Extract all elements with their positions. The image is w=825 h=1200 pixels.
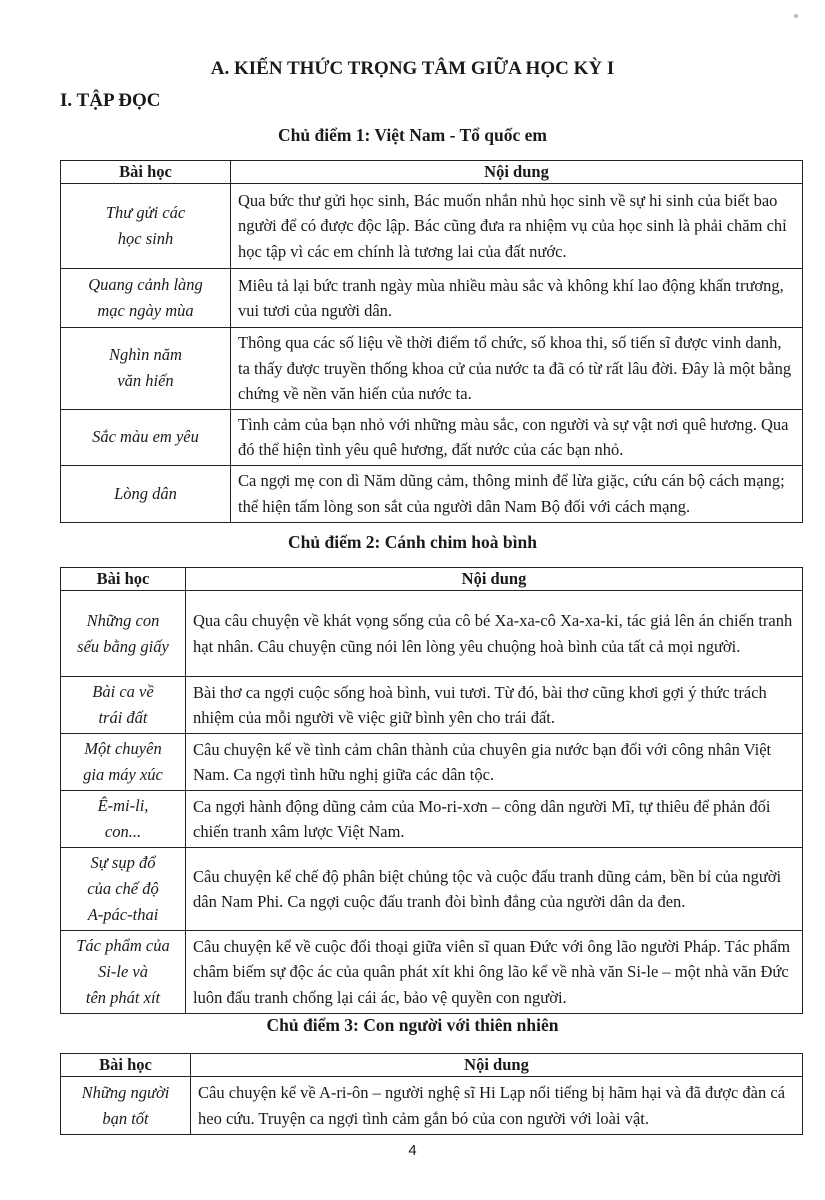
lesson-summary: Tình cảm của bạn nhỏ với những màu sắc, con người và sự vật nơi quê hương. Qua đó thể hiện tình yêu quê hương, đất nước của các bạn nhỏ. bbox=[231, 409, 803, 465]
lesson-summary: Câu chuyện kể chế độ phân biệt chủng tộc và cuộc đấu tranh dũng cảm, bền bỉ của người dân Nam Phi. Ca ngợi cuộc đấu tranh đòi bình đẳng của người dân da đen. bbox=[186, 848, 803, 931]
page-number: 4 bbox=[408, 1142, 417, 1159]
topic-title-2: Chủ điểm 2: Cánh chim hoà bình bbox=[288, 532, 537, 552]
topic-title-1: Chủ điểm 1: Việt Nam - Tổ quốc em bbox=[278, 125, 547, 145]
table-row bbox=[61, 184, 803, 269]
lesson-title: Lòng dân bbox=[61, 465, 231, 522]
column-header-lesson: Bài học bbox=[61, 161, 231, 184]
lesson-title: Sự sụp đổ của chế độ A-pác-thai bbox=[61, 848, 186, 931]
lesson-title: Quang cảnh làng mạc ngày mùa bbox=[61, 269, 231, 328]
section-title: I. TẬP ĐỌC bbox=[60, 90, 161, 111]
table-row bbox=[61, 328, 803, 410]
table-row bbox=[61, 409, 803, 465]
lesson-summary: Miêu tả lại bức tranh ngày mùa nhiều màu sắc và không khí lao động khẩn trương, vui tươi của người dân. bbox=[231, 269, 803, 328]
table-row bbox=[61, 734, 803, 791]
lesson-summary: Bài thơ ca ngợi cuộc sống hoà bình, vui tươi. Từ đó, bài thơ cũng khơi gợi ý thức trách nhiệm của mỗi người về việc giữ bình yên cho trái đất. bbox=[186, 677, 803, 734]
column-header-lesson: Bài học bbox=[61, 1054, 191, 1077]
lesson-title: Nghìn năm văn hiến bbox=[61, 328, 231, 410]
lesson-summary: Thông qua các số liệu về thời điểm tổ chức, số khoa thi, số tiến sĩ được vinh danh, ta thấy được truyền thống khoa cử của nước ta đã có từ rất lâu đời. Đây là một bằng chứng về nền văn hiến của nước ta. bbox=[231, 328, 803, 410]
lesson-summary: Câu chuyện kể về cuộc đối thoại giữa viên sĩ quan Đức với ông lão người Pháp. Tác phẩm châm biếm sự độc ác của quân phát xít khi ông lão kể về nhà văn Si-le – một nhà văn Đức luôn đấu tranh chống lại cái ác, bảo vệ quyền con người. bbox=[186, 931, 803, 1014]
table-row bbox=[61, 677, 803, 734]
topic-title-3: Chủ điểm 3: Con người với thiên nhiên bbox=[266, 1015, 559, 1035]
column-header-content: Nội dung bbox=[231, 161, 803, 184]
lesson-summary: Câu chuyện kể về A-ri-ôn – người nghệ sĩ Hi Lạp nổi tiếng bị hãm hại và đã được đàn cá heo cứu. Truyện ca ngợi tình cảm gắn bó của con người với loài vật. bbox=[191, 1077, 803, 1135]
table-row bbox=[61, 1077, 803, 1135]
table-header-row bbox=[61, 568, 803, 591]
lesson-summary: Ca ngợi mẹ con dì Năm dũng cảm, thông minh để lừa giặc, cứu cán bộ cách mạng; thể hiện tấm lòng son sắt của người dân Nam Bộ đối với cách mạng. bbox=[231, 465, 803, 522]
lesson-title: Sắc màu em yêu bbox=[61, 409, 231, 465]
column-header-content: Nội dung bbox=[186, 568, 803, 591]
main-title: A. KIẾN THỨC TRỌNG TÂM GIỮA HỌC KỲ I bbox=[210, 58, 615, 79]
table-header-row bbox=[61, 161, 803, 184]
column-header-lesson: Bài học bbox=[61, 568, 186, 591]
lesson-title: Tác phẩm của Si-le và tên phát xít bbox=[61, 931, 186, 1014]
column-header-content: Nội dung bbox=[191, 1054, 803, 1077]
topic-2-table bbox=[60, 567, 803, 1014]
lesson-summary: Qua bức thư gửi học sinh, Bác muốn nhắn nhủ học sinh về sự hi sinh của biết bao người để có được độc lập. Bác cũng đưa ra nhiệm vụ của học sinh là phải chăm chỉ học tập vì các em chính là tương lai của đất nước. bbox=[231, 184, 803, 269]
page-speck bbox=[794, 14, 798, 18]
lesson-title: Một chuyên gia máy xúc bbox=[61, 734, 186, 791]
topic-3-table bbox=[60, 1053, 803, 1135]
lesson-title: Thư gửi các học sinh bbox=[61, 184, 231, 269]
lesson-summary: Qua câu chuyện về khát vọng sống của cô bé Xa-xa-cô Xa-xa-ki, tác giả lên án chiến tranh hạt nhân. Câu chuyện cũng nói lên lòng yêu chuộng hoà bình của tất cả mọi người. bbox=[186, 591, 803, 677]
table-row bbox=[61, 269, 803, 328]
lesson-title: Ê-mi-li, con... bbox=[61, 791, 186, 848]
lesson-title: Những con sếu bằng giấy bbox=[61, 591, 186, 677]
table-row bbox=[61, 465, 803, 522]
table-header-row bbox=[61, 1054, 803, 1077]
table-row bbox=[61, 848, 803, 931]
lesson-summary: Ca ngợi hành động dũng cảm của Mo-ri-xơn – công dân người Mĩ, tự thiêu để phản đối chiến tranh xâm lược Việt Nam. bbox=[186, 791, 803, 848]
lesson-summary: Câu chuyện kể về tình cảm chân thành của chuyên gia nước bạn đối với công nhân Việt Nam. Ca ngợi tình hữu nghị giữa các dân tộc. bbox=[186, 734, 803, 791]
table-row bbox=[61, 791, 803, 848]
table-row bbox=[61, 931, 803, 1014]
table-row bbox=[61, 591, 803, 677]
lesson-title: Bài ca về trái đất bbox=[61, 677, 186, 734]
lesson-title: Những người bạn tốt bbox=[61, 1077, 191, 1135]
topic-1-table bbox=[60, 160, 803, 523]
